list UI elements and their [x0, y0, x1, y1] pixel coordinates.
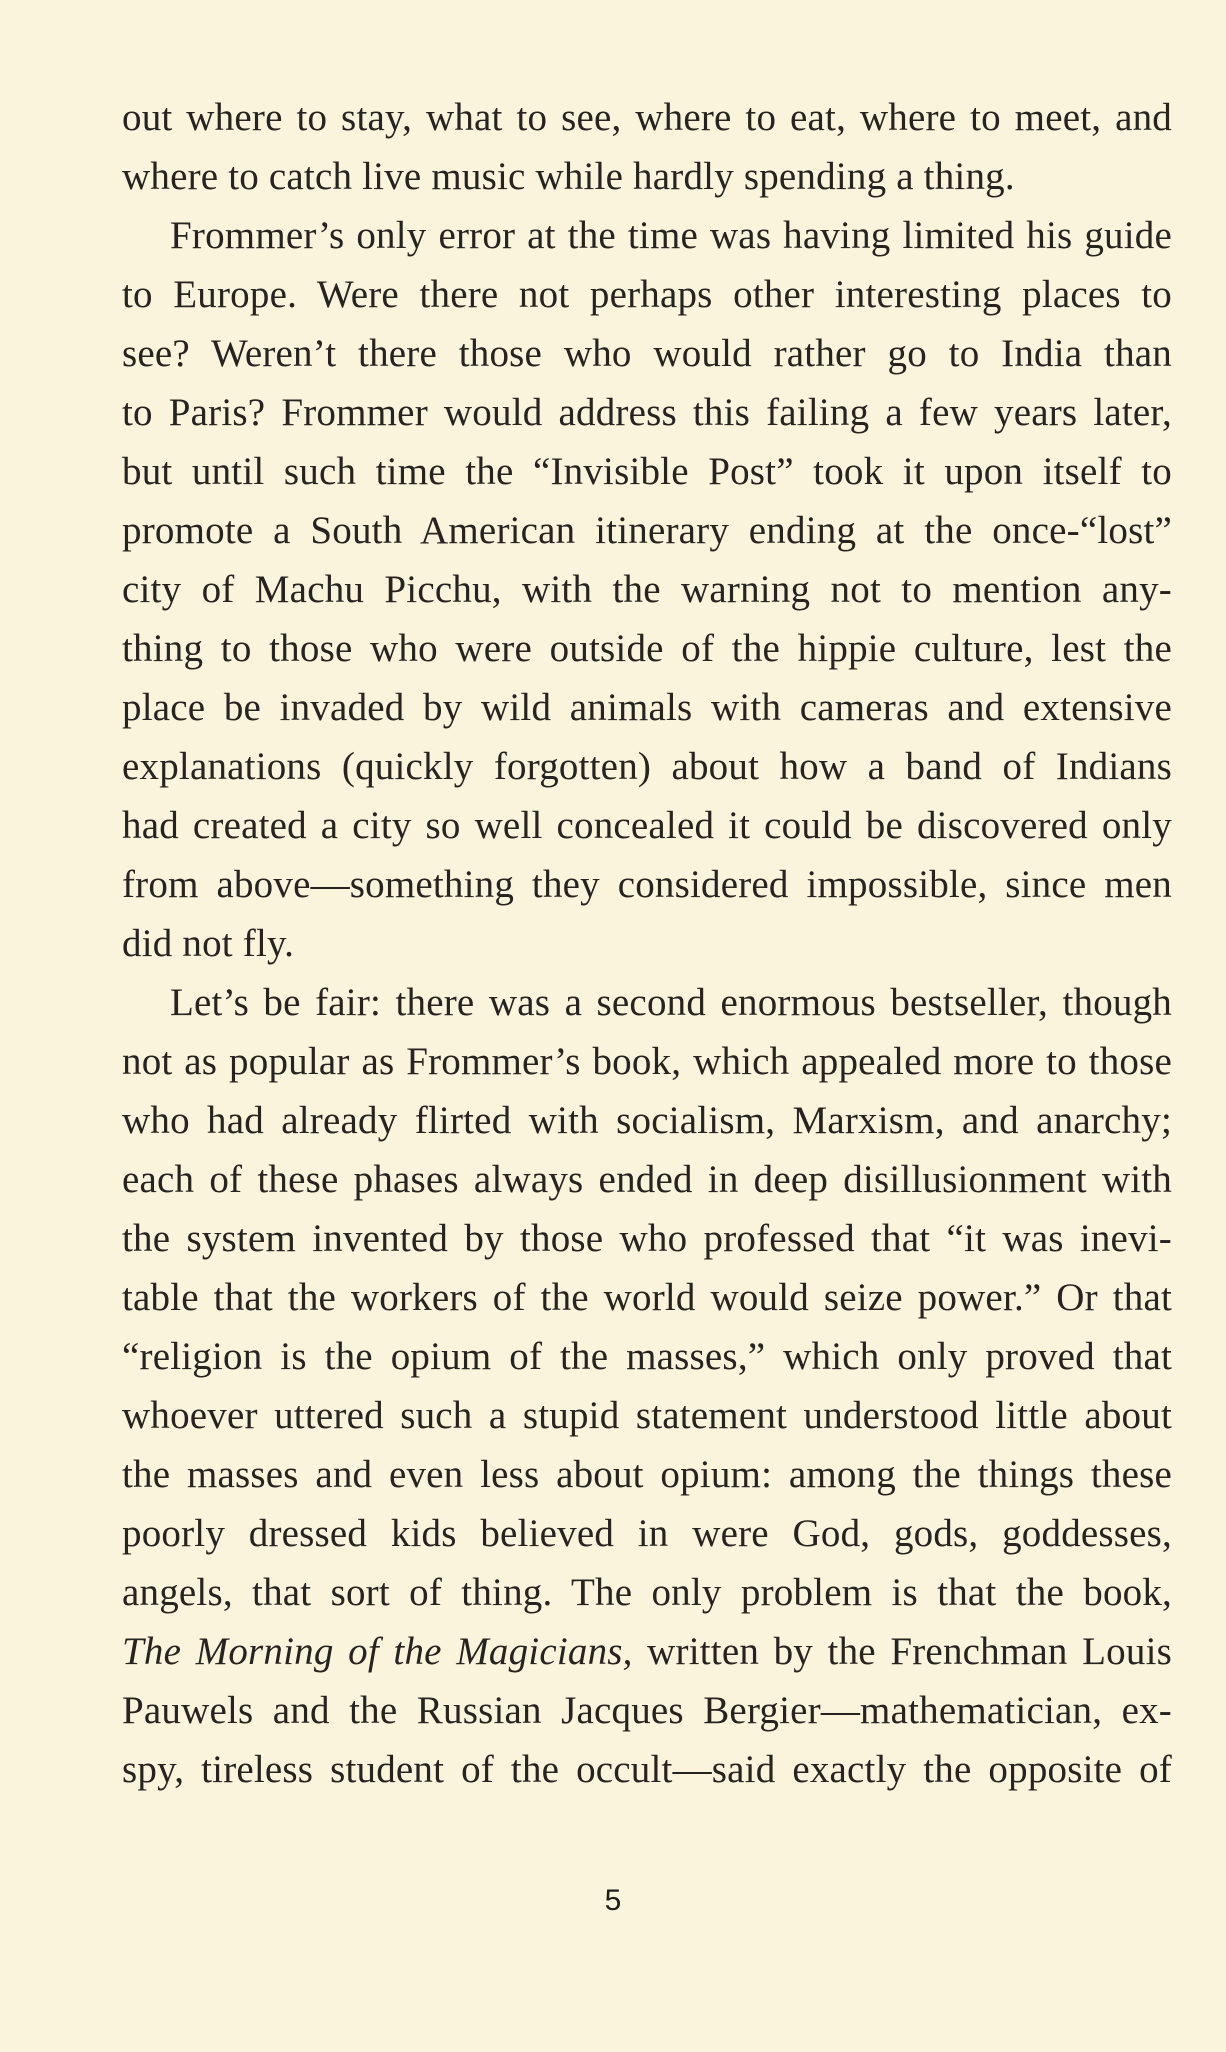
text-line: city of Machu Picchu, with the warning not to mention any- [122, 568, 1172, 611]
text-line: but until such time the “Invisible Post” took it upon itself to [122, 450, 1172, 493]
text-line: not as popular as Frommer’s book, which appealed more to those [122, 1040, 1172, 1083]
body-text [122, 88, 1172, 1799]
text-line: promote a South American itinerary ending at the once-“lost” [122, 509, 1172, 552]
text-line: did not fly. [122, 922, 295, 965]
text-line: place be invaded by wild animals with cameras and extensive [122, 686, 1172, 729]
text-line: Pauwels and the Russian Jacques Bergier—mathematician, ex- [122, 1689, 1172, 1732]
text-line: to Europe. Were there not perhaps other interesting places to [122, 273, 1172, 316]
text-line: angels, that sort of thing. The only problem is that the book, [122, 1571, 1172, 1614]
paragraph-start-line: Let’s be fair: there was a second enormous bestseller, though [170, 981, 1172, 1024]
text-line: who had already flirted with socialism, Marxism, and anarchy; [122, 1099, 1172, 1142]
text-line: from above—something they considered impossible, since men [122, 863, 1172, 906]
text-line: each of these phases always ended in deep disillusionment with [122, 1158, 1172, 1201]
text-line: poorly dressed kids believed in were God, gods, goddesses, [122, 1512, 1172, 1555]
text-line: where to catch live music while hardly spending a thing. [122, 155, 1015, 198]
text-line: the masses and even less about opium: among the things these [122, 1453, 1172, 1496]
paragraph-start-line: Frommer’s only error at the time was having limited his guide [170, 214, 1172, 257]
text-line: “religion is the opium of the masses,” which only proved that [122, 1335, 1172, 1378]
text-line: had created a city so well concealed it could be discovered only [122, 804, 1172, 847]
text-line: thing to those who were outside of the hippie culture, lest the [122, 627, 1172, 670]
text-line-with-book-title [122, 1622, 1172, 1681]
text-line-rest: written by the Frenchman Louis [632, 1630, 1172, 1673]
text-line: see? Weren’t there those who would rather go to India than [122, 332, 1172, 375]
page-number: 5 [604, 1884, 622, 1917]
text-line: whoever uttered such a stupid statement understood little about [122, 1394, 1172, 1437]
text-line: explanations (quickly forgotten) about how a band of Indians [122, 745, 1172, 788]
text-line: the system invented by those who professed that “it was inevi- [122, 1217, 1172, 1260]
text-line: out where to stay, what to see, where to eat, where to meet, and [122, 96, 1172, 139]
text-line: to Paris? Frommer would address this failing a few years later, [122, 391, 1172, 434]
text-line: table that the workers of the world would seize power.” Or that [122, 1276, 1172, 1319]
text-line: spy, tireless student of the occult—said exactly the opposite of [122, 1748, 1172, 1791]
book-title: The Morning of the Magicians, [122, 1630, 633, 1673]
